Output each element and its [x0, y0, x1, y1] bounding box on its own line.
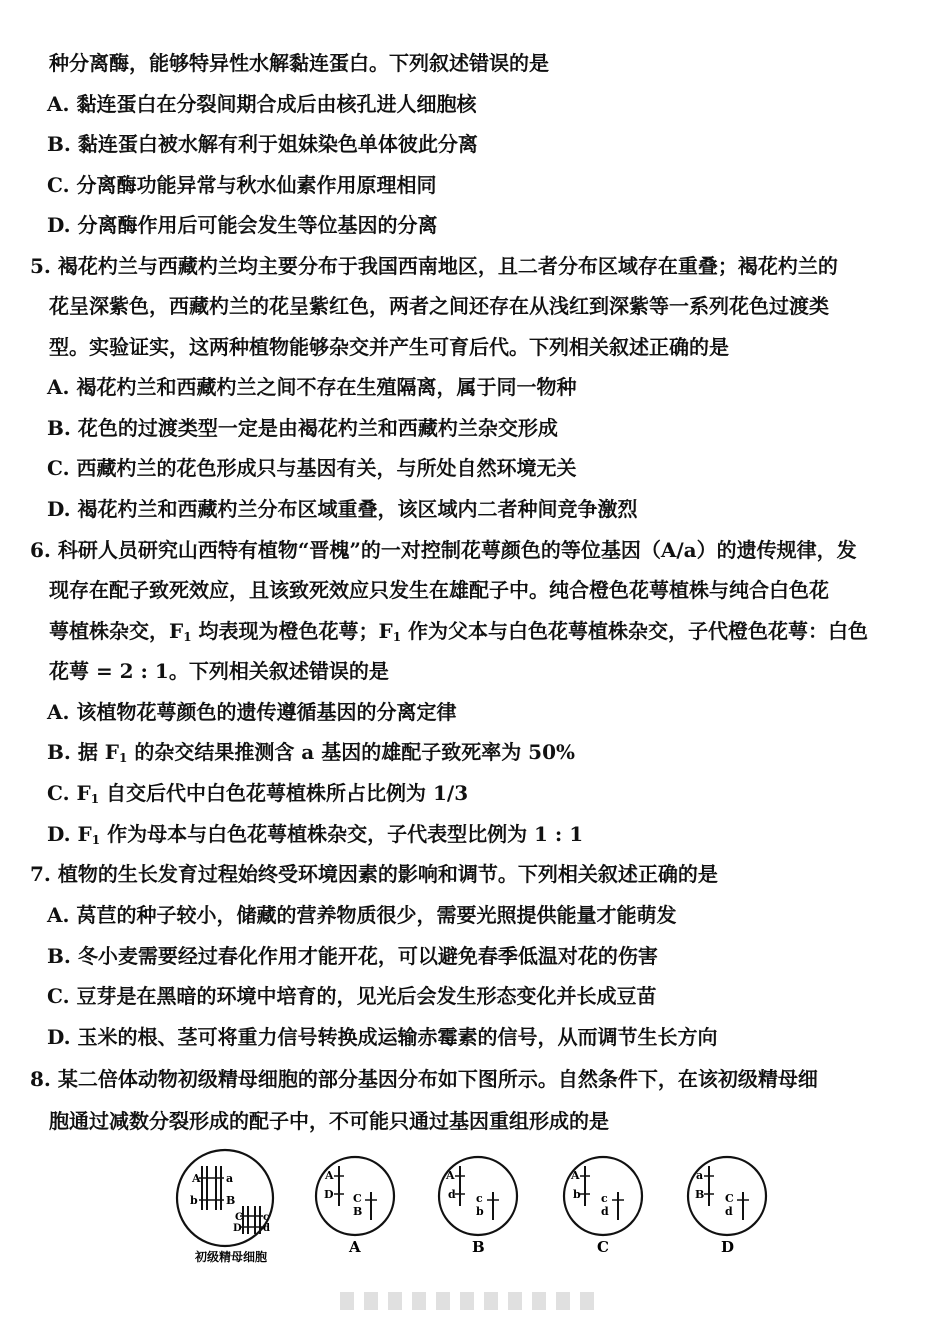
q6-option-a[interactable]: A. 该植物花萼颜色的遗传遵循基因的分离定律 — [47, 700, 457, 724]
gene-label: c — [601, 1192, 608, 1205]
figure-label-c: C — [597, 1238, 609, 1256]
figure-label-a: A — [349, 1238, 361, 1256]
q6-stem-line2: 现存在配子致死效应，且该致死效应只发生在雄配子中。纯合橙色花萼植株与纯合白色花 — [49, 578, 829, 602]
q6-option-d[interactable]: D. $F_1$ 作为母本与白色花萼植株杂交，子代表型比例为 1 : 1 — [47, 822, 584, 847]
q5-stem-line1: 5. 褐花杓兰与西藏杓兰均主要分布于我国西南地区，且二者分布区域存在重叠；褐花杓兰的 — [30, 254, 838, 278]
gene-label: d — [448, 1188, 456, 1201]
gamete-cell-d — [688, 1157, 766, 1235]
meiosis-figure — [175, 1148, 795, 1278]
figure-label-b: B — [472, 1238, 485, 1256]
gene-label: a — [226, 1172, 234, 1185]
gene-label: b — [190, 1194, 198, 1207]
q5-stem-line3: 型。实验证实，这两种植物能够杂交并产生可育后代。下列相关叙述正确的是 — [49, 335, 729, 359]
q4-stem-tail: 种分离酶，能够特异性水解黏连蛋白。下列叙述错误的是 — [49, 51, 549, 75]
primary-spermatocyte-cell — [177, 1150, 273, 1246]
gene-label: c — [263, 1212, 270, 1223]
q7-option-d[interactable]: D. 玉米的根、茎可将重力信号转换成运输赤霉素的信号，从而调节生长方向 — [47, 1025, 718, 1049]
q4-option-c[interactable]: C. 分离酶功能异常与秋水仙素作用原理相同 — [47, 173, 437, 197]
gamete-cell-b — [439, 1157, 517, 1235]
gene-label: b — [573, 1188, 581, 1201]
q6-option-c[interactable]: C. $F_1$ 自交后代中白色花萼植株所占比例为 1/3 — [47, 781, 469, 806]
gene-label: A — [571, 1169, 580, 1182]
gene-label: C — [353, 1192, 362, 1205]
gene-label: D — [233, 1223, 242, 1234]
gene-label: a — [696, 1169, 704, 1182]
gene-label: d — [263, 1223, 270, 1234]
figure-label-d: D — [721, 1238, 735, 1256]
q6-stem-line4: 花萼 = 2 : 1。下列相关叙述错误的是 — [49, 659, 389, 683]
q7-option-b[interactable]: B. 冬小麦需要经过春化作用才能开花，可以避免春季低温对花的伤害 — [47, 944, 658, 968]
figure-label-primary: 初级精母细胞 — [195, 1250, 268, 1264]
gene-label: B — [353, 1205, 363, 1218]
gene-label: A — [192, 1172, 201, 1185]
q7-option-a[interactable]: A. 莴苣的种子较小，储藏的营养物质很少，需要光照提供能量才能萌发 — [47, 903, 677, 927]
gene-label: b — [476, 1205, 484, 1218]
q7-stem: 7. 植物的生长发育过程始终受环境因素的影响和调节。下列相关叙述正确的是 — [30, 862, 718, 886]
q8-stem-line1: 8. 某二倍体动物初级精母细胞的部分基因分布如下图所示。自然条件下，在该初级精母细 — [30, 1067, 818, 1091]
q8-stem-line2: 胞通过减数分裂形成的配子中，不可能只通过基因重组形成的是 — [49, 1109, 609, 1133]
q6-stem-line1: 6. 科研人员研究山西特有植物“晋槐”的一对控制花萼颜色的等位基因（A/a）的遗传规律，发 — [30, 538, 857, 562]
q5-option-b[interactable]: B. 花色的过渡类型一定是由褐花杓兰和西藏杓兰杂交形成 — [47, 416, 558, 440]
q5-option-c[interactable]: C. 西藏杓兰的花色形成只与基因有关，与所处自然环境无关 — [47, 456, 577, 480]
gene-label: d — [601, 1205, 609, 1218]
gene-label: B — [226, 1194, 236, 1207]
q4-option-b[interactable]: B. 黏连蛋白被水解有利于姐妹染色单体彼此分离 — [47, 132, 478, 156]
faint-footer-text — [340, 1292, 600, 1310]
q7-option-c[interactable]: C. 豆芽是在黑暗的环境中培育的，见光后会发生形态变化并长成豆苗 — [47, 984, 657, 1008]
gene-label: B — [695, 1188, 705, 1201]
q5-stem-line2: 花呈深紫色，西藏杓兰的花呈紫红色，两者之间还存在从浅红到深紫等一系列花色过渡类 — [49, 294, 829, 318]
gamete-cell-c — [564, 1157, 642, 1235]
q4-option-a[interactable]: A. 黏连蛋白在分裂间期合成后由核孔进人细胞核 — [47, 92, 477, 116]
gene-label: D — [324, 1188, 334, 1201]
q5-option-a[interactable]: A. 褐花杓兰和西藏杓兰之间不存在生殖隔离，属于同一物种 — [47, 375, 577, 399]
gene-label: A — [325, 1169, 334, 1182]
q6-option-b[interactable]: B. 据 $F_1$ 的杂交结果推测含 a 基因的雄配子致死率为 50% — [47, 740, 576, 765]
gene-label: c — [476, 1192, 483, 1205]
q6-stem-line3: 萼植株杂交，$F_1$ 均表现为橙色花萼；$F_1$ 作为父本与白色花萼植株杂交，子代橙色花萼：白色 — [49, 619, 869, 644]
q4-option-d[interactable]: D. 分离酶作用后可能会发生等位基因的分离 — [47, 213, 438, 237]
gamete-cell-a — [316, 1157, 394, 1235]
gene-label: A — [446, 1169, 455, 1182]
gene-label: C — [725, 1192, 734, 1205]
gene-label: d — [725, 1205, 733, 1218]
q5-option-d[interactable]: D. 褐花杓兰和西藏杓兰分布区域重叠，该区域内二者种间竞争激烈 — [47, 497, 638, 521]
gene-label: C — [235, 1212, 243, 1223]
